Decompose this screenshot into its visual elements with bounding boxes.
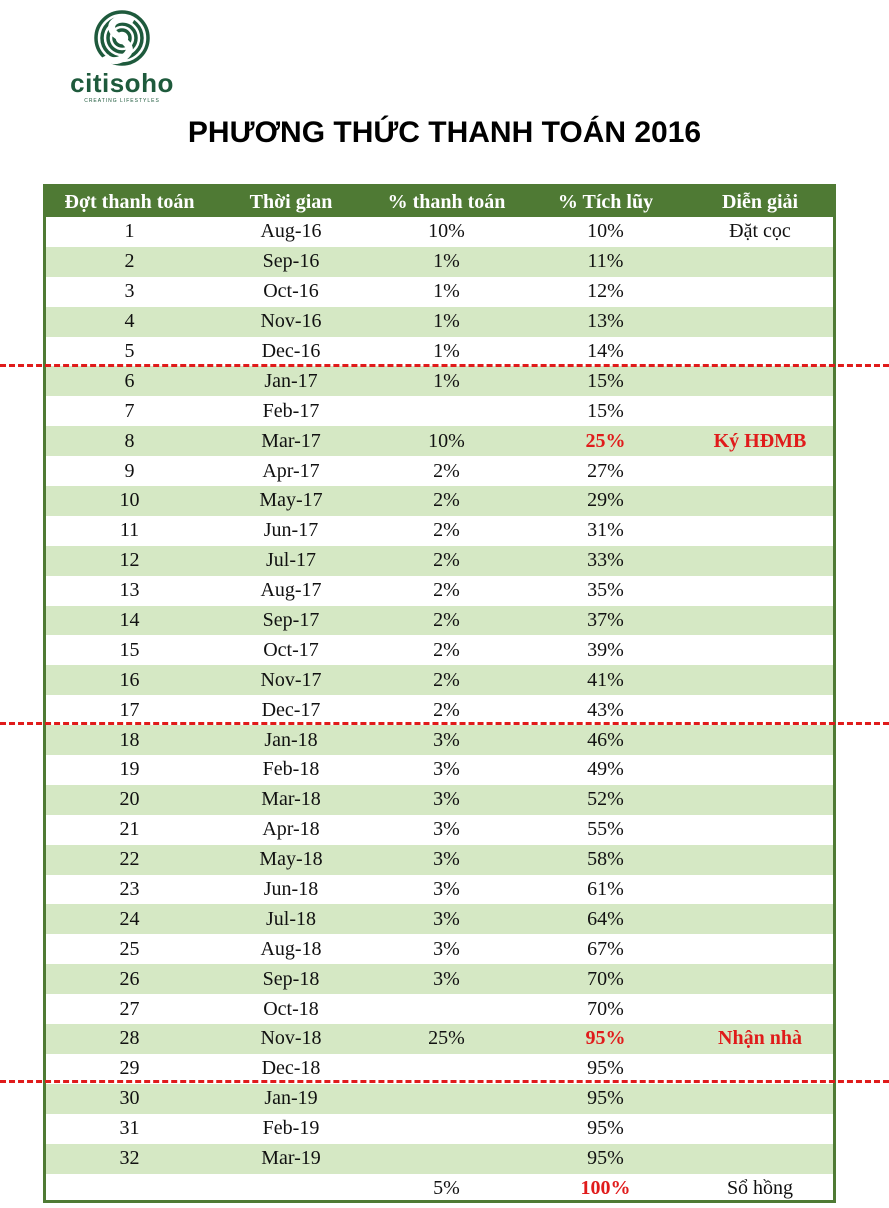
cell-installment: 11 bbox=[119, 519, 140, 542]
cell-time: Sep-17 bbox=[262, 609, 320, 632]
brand-name: citisoho bbox=[70, 68, 174, 98]
cell-description bbox=[687, 456, 833, 486]
cell-description bbox=[687, 247, 833, 277]
cell-time: May-18 bbox=[259, 848, 323, 871]
cell-description bbox=[687, 994, 833, 1024]
cell-cumulative-percent: 61% bbox=[587, 878, 624, 901]
cell-payment-percent bbox=[369, 1114, 524, 1144]
cell-description bbox=[687, 904, 833, 934]
cell-time: Dec-18 bbox=[261, 1057, 321, 1080]
cell-installment: 28 bbox=[119, 1027, 140, 1050]
cell-installment: 26 bbox=[119, 967, 140, 990]
table-row bbox=[46, 934, 833, 964]
cell-cumulative-percent: 58% bbox=[587, 848, 624, 871]
cell-description bbox=[687, 755, 833, 785]
cell-cumulative-percent: 37% bbox=[587, 609, 624, 632]
cell-cumulative-percent: 95% bbox=[585, 1027, 626, 1050]
cell-cumulative-percent: 39% bbox=[587, 638, 624, 661]
cell-payment-percent: 3% bbox=[433, 937, 460, 960]
cell-installment: 15 bbox=[119, 638, 140, 661]
cell-description: Sổ hồng bbox=[726, 1176, 794, 1199]
table-row bbox=[46, 516, 833, 546]
cell-installment: 21 bbox=[119, 818, 140, 841]
cell-description bbox=[687, 396, 833, 426]
table-row bbox=[46, 1174, 833, 1204]
period-divider bbox=[0, 722, 889, 725]
cell-payment-percent: 3% bbox=[433, 788, 460, 811]
cell-description bbox=[687, 695, 833, 725]
cell-payment-percent: 1% bbox=[433, 340, 460, 362]
cell-payment-percent bbox=[369, 1084, 524, 1114]
cell-installment: 10 bbox=[119, 489, 140, 512]
table-row bbox=[46, 815, 833, 845]
cell-cumulative-percent: 35% bbox=[587, 579, 624, 602]
cell-payment-percent: 1% bbox=[433, 280, 460, 303]
cell-payment-percent: 3% bbox=[433, 967, 460, 990]
cell-description bbox=[687, 546, 833, 576]
cell-payment-percent: 3% bbox=[433, 818, 460, 841]
table-row bbox=[46, 426, 833, 456]
cell-installment: 18 bbox=[119, 728, 140, 751]
cell-installment: 13 bbox=[119, 579, 140, 602]
cell-time: Aug-18 bbox=[260, 937, 322, 960]
cell-cumulative-percent: 31% bbox=[587, 519, 624, 542]
cell-installment: 6 bbox=[124, 369, 135, 392]
cell-payment-percent: 5% bbox=[433, 1176, 460, 1199]
cell-payment-percent bbox=[369, 396, 524, 426]
cell-description bbox=[687, 934, 833, 964]
cell-installment: 31 bbox=[119, 1117, 140, 1140]
cell-installment: 22 bbox=[119, 848, 140, 871]
cell-cumulative-percent: 41% bbox=[587, 668, 624, 691]
table-row bbox=[46, 396, 833, 426]
cell-installment: 24 bbox=[119, 907, 140, 930]
cell-description bbox=[687, 606, 833, 636]
table-row bbox=[46, 875, 833, 905]
page-title: PHƯƠNG THỨC THANH TOÁN 2016 bbox=[187, 116, 702, 149]
table-row bbox=[46, 606, 833, 636]
period-divider bbox=[0, 364, 889, 367]
cell-description bbox=[687, 366, 833, 396]
cell-cumulative-percent: 27% bbox=[587, 459, 624, 482]
cell-description bbox=[687, 725, 833, 755]
cell-description bbox=[687, 516, 833, 546]
cell-installment: 1 bbox=[124, 220, 135, 243]
table-row bbox=[46, 1084, 833, 1114]
cell-cumulative-percent: 95% bbox=[587, 1087, 624, 1110]
cell-cumulative-percent: 10% bbox=[587, 220, 624, 243]
cell-description bbox=[687, 307, 833, 337]
cell-description bbox=[687, 815, 833, 845]
table-row bbox=[46, 247, 833, 277]
cell-payment-percent: 2% bbox=[433, 489, 460, 512]
cell-time: Apr-18 bbox=[262, 818, 320, 841]
cell-payment-percent: 10% bbox=[428, 220, 465, 243]
cell-time: Mar-17 bbox=[261, 429, 321, 452]
cell-description bbox=[687, 277, 833, 307]
cell-time: Jan-17 bbox=[264, 369, 318, 392]
cell-installment: 19 bbox=[119, 758, 140, 781]
cell-time: Apr-17 bbox=[262, 459, 320, 482]
cell-payment-percent: 2% bbox=[433, 549, 460, 572]
cell-description bbox=[687, 1114, 833, 1144]
cell-description bbox=[687, 665, 833, 695]
cell-cumulative-percent: 67% bbox=[587, 937, 624, 960]
cell-payment-percent: 3% bbox=[433, 848, 460, 871]
cell-cumulative-percent: 64% bbox=[587, 907, 624, 930]
cell-payment-percent: 2% bbox=[433, 609, 460, 632]
cell-time: Feb-18 bbox=[262, 758, 320, 781]
cell-cumulative-percent: 33% bbox=[587, 549, 624, 572]
table-row bbox=[46, 366, 833, 396]
cell-description bbox=[687, 845, 833, 875]
cell-installment: 9 bbox=[124, 459, 135, 482]
cell-installment: 7 bbox=[124, 399, 135, 422]
cell-description bbox=[687, 785, 833, 815]
cell-cumulative-percent: 70% bbox=[587, 997, 624, 1020]
cell-cumulative-percent: 55% bbox=[587, 818, 624, 841]
cell-time: Oct-16 bbox=[263, 280, 319, 303]
cell-description: Đặt cọc bbox=[729, 220, 791, 243]
cell-installment: 8 bbox=[124, 429, 135, 452]
table-header bbox=[46, 187, 833, 217]
cell-time: Oct-17 bbox=[263, 638, 319, 661]
cell-installment: 25 bbox=[119, 937, 140, 960]
cell-description bbox=[687, 1084, 833, 1114]
cell-payment-percent: 2% bbox=[433, 459, 460, 482]
cell-installment: 3 bbox=[124, 280, 135, 303]
cell-installment: 5 bbox=[124, 340, 135, 362]
cell-time: Jun-18 bbox=[263, 878, 319, 901]
table-row bbox=[46, 964, 833, 994]
header-installment: Đợt thanh toán bbox=[64, 190, 195, 213]
cell-payment-percent: 25% bbox=[428, 1027, 465, 1050]
cell-time: Nov-17 bbox=[260, 668, 322, 691]
cell-description bbox=[687, 486, 833, 516]
payment-schedule-table bbox=[43, 184, 836, 1203]
cell-installment: 14 bbox=[119, 609, 140, 632]
header-description: Diễn giải bbox=[721, 190, 799, 213]
cell-time: Jul-18 bbox=[266, 907, 316, 930]
cell-payment-percent: 2% bbox=[433, 519, 460, 542]
table-row bbox=[46, 695, 833, 725]
cell-installment bbox=[46, 1174, 213, 1204]
cell-payment-percent: 2% bbox=[433, 698, 460, 721]
table-row bbox=[46, 337, 833, 367]
cell-payment-percent bbox=[369, 1144, 524, 1174]
table-row bbox=[46, 1144, 833, 1174]
header-cumulative-percent: % Tích lũy bbox=[557, 190, 654, 213]
cell-time: Sep-16 bbox=[262, 250, 320, 273]
cell-description bbox=[687, 964, 833, 994]
cell-time: Jun-17 bbox=[263, 519, 319, 542]
cell-time: Mar-18 bbox=[261, 788, 321, 811]
cell-payment-percent: 3% bbox=[433, 728, 460, 751]
cell-time: Feb-17 bbox=[262, 399, 320, 422]
table-row bbox=[46, 217, 833, 247]
cell-payment-percent: 2% bbox=[433, 668, 460, 691]
cell-cumulative-percent: 11% bbox=[587, 250, 624, 273]
table-row bbox=[46, 486, 833, 516]
cell-time: Oct-18 bbox=[263, 997, 319, 1020]
cell-installment: 4 bbox=[124, 310, 135, 333]
table-row bbox=[46, 635, 833, 665]
cell-cumulative-percent: 15% bbox=[587, 369, 624, 392]
cell-cumulative-percent: 95% bbox=[587, 1117, 624, 1140]
cell-payment-percent: 2% bbox=[433, 579, 460, 602]
cell-cumulative-percent: 43% bbox=[587, 698, 624, 721]
cell-payment-percent: 10% bbox=[428, 429, 465, 452]
cell-description bbox=[687, 337, 833, 367]
table-row bbox=[46, 576, 833, 606]
cell-installment: 20 bbox=[119, 788, 140, 811]
cell-payment-percent: 3% bbox=[433, 878, 460, 901]
cell-payment-percent: 3% bbox=[433, 758, 460, 781]
table-row bbox=[46, 1024, 833, 1054]
cell-cumulative-percent: 70% bbox=[587, 967, 624, 990]
cell-cumulative-percent: 14% bbox=[587, 340, 624, 362]
table-row bbox=[46, 1114, 833, 1144]
cell-payment-percent: 1% bbox=[433, 369, 460, 392]
cell-time: Jan-19 bbox=[264, 1087, 318, 1110]
cell-payment-percent: 1% bbox=[433, 250, 460, 273]
cell-installment: 29 bbox=[119, 1057, 140, 1080]
cell-description bbox=[687, 1144, 833, 1174]
header-time: Thời gian bbox=[249, 190, 333, 213]
cell-installment: 23 bbox=[119, 878, 140, 901]
cell-payment-percent: 3% bbox=[433, 907, 460, 930]
cell-payment-percent: 1% bbox=[433, 310, 460, 333]
cell-time: Aug-16 bbox=[260, 220, 322, 243]
cell-cumulative-percent: 46% bbox=[587, 728, 624, 751]
cell-time: Aug-17 bbox=[260, 579, 322, 602]
table-row bbox=[46, 665, 833, 695]
cell-cumulative-percent: 25% bbox=[585, 429, 626, 452]
table-row bbox=[46, 755, 833, 785]
cell-description bbox=[687, 576, 833, 606]
cell-time: Nov-18 bbox=[260, 1027, 322, 1050]
cell-installment: 30 bbox=[119, 1087, 140, 1110]
table-row bbox=[46, 456, 833, 486]
cell-installment: 16 bbox=[119, 668, 140, 691]
table-row bbox=[46, 725, 833, 755]
cell-time: Jul-17 bbox=[266, 549, 316, 572]
cell-time: Nov-16 bbox=[260, 310, 322, 333]
cell-time bbox=[213, 1174, 369, 1204]
header-payment-percent: % thanh toán bbox=[387, 190, 506, 213]
cell-time: Sep-18 bbox=[262, 967, 320, 990]
cell-time: Dec-16 bbox=[261, 340, 321, 362]
cell-time: Dec-17 bbox=[261, 698, 321, 721]
cell-cumulative-percent: 49% bbox=[587, 758, 624, 781]
cell-cumulative-percent: 95% bbox=[587, 1147, 624, 1170]
cell-payment-percent bbox=[369, 994, 524, 1024]
cell-cumulative-percent: 13% bbox=[587, 310, 624, 333]
period-divider bbox=[0, 1080, 889, 1083]
cell-description: Nhận nhà bbox=[718, 1027, 802, 1050]
table-row bbox=[46, 307, 833, 337]
cell-time: Feb-19 bbox=[262, 1117, 320, 1140]
table-row bbox=[46, 845, 833, 875]
cell-description: Ký HĐMB bbox=[713, 429, 807, 452]
brand-logo bbox=[62, 8, 182, 104]
cell-cumulative-percent: 12% bbox=[587, 280, 624, 303]
table-row bbox=[46, 904, 833, 934]
table-row bbox=[46, 994, 833, 1024]
cell-cumulative-percent: 95% bbox=[587, 1057, 624, 1080]
table-row bbox=[46, 546, 833, 576]
citisoho-emblem-icon bbox=[89, 8, 155, 68]
cell-time: Mar-19 bbox=[261, 1147, 321, 1170]
cell-cumulative-percent: 52% bbox=[587, 788, 624, 811]
cell-description bbox=[687, 875, 833, 905]
cell-installment: 32 bbox=[119, 1147, 140, 1170]
cell-payment-percent: 2% bbox=[433, 638, 460, 661]
cell-installment: 27 bbox=[119, 997, 140, 1020]
cell-cumulative-percent: 15% bbox=[587, 399, 624, 422]
cell-installment: 2 bbox=[124, 250, 135, 273]
cell-installment: 17 bbox=[119, 698, 140, 721]
cell-cumulative-percent: 29% bbox=[587, 489, 624, 512]
table-row bbox=[46, 277, 833, 307]
cell-time: Jan-18 bbox=[264, 728, 318, 751]
brand-tagline: CREATING LIFESTYLES bbox=[84, 98, 160, 104]
cell-cumulative-percent: 100% bbox=[580, 1176, 631, 1199]
cell-installment: 12 bbox=[119, 549, 140, 572]
cell-time: May-17 bbox=[259, 489, 323, 512]
cell-description bbox=[687, 635, 833, 665]
table-row bbox=[46, 785, 833, 815]
